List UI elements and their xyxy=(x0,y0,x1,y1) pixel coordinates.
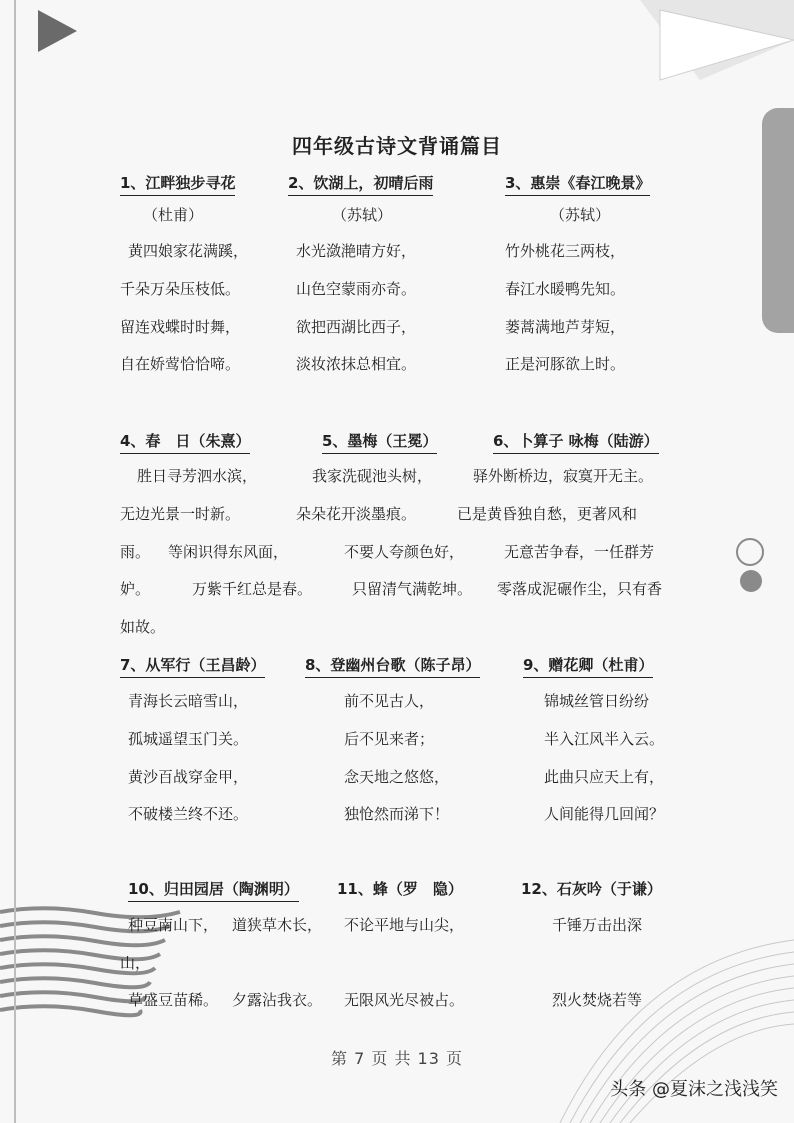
poem-line: 种豆南山下， xyxy=(128,916,219,934)
poem-line: 后不见来者； xyxy=(344,730,435,748)
poem-line: 零落成泥碾作尘，只有香 xyxy=(497,580,663,598)
poem-3-author: （苏轼） xyxy=(550,206,611,224)
poem-1-author: （杜甫） xyxy=(143,206,204,224)
play-triangle-icon xyxy=(38,10,77,52)
poem-line: 春江水暖鸭先知。 xyxy=(505,280,626,298)
poem-line: 自在娇莺恰恰啼。 xyxy=(120,355,241,373)
poem-4-heading: 4、春 日（朱熹） xyxy=(120,430,250,454)
page-number: 第 7 页 共 13 页 xyxy=(331,1049,463,1068)
poem-2-heading: 2、饮湖上，初晴后雨 xyxy=(288,172,433,196)
poem-line: 如故。 xyxy=(120,618,166,636)
poem-line: 前不见古人， xyxy=(344,692,435,710)
poem-7-heading: 7、从军行（王昌龄） xyxy=(120,654,265,678)
poem-5-heading: 5、墨梅（王冕） xyxy=(322,430,437,454)
poem-line: 竹外桃花三两枝， xyxy=(505,242,626,260)
poem-6-heading: 6、卜算子 咏梅（陆游） xyxy=(493,430,659,454)
poem-line: 水光潋滟晴方好， xyxy=(296,242,417,260)
poem-line: 无边光景一时新。 xyxy=(120,505,241,523)
poem-11-heading: 11、蜂（罗 隐） xyxy=(337,880,463,898)
poem-line: 黄沙百战穿金甲， xyxy=(128,768,249,786)
poem-line: 胜日寻芳泗水滨， xyxy=(137,467,258,485)
poem-line: 锦城丝管日纷纷 xyxy=(544,692,650,710)
poem-line: 不要人夸颜色好， xyxy=(344,543,465,561)
poem-line: 烈火焚烧若等 xyxy=(552,991,643,1009)
ring-circle-icon xyxy=(736,538,764,566)
poem-1-heading: 1、江畔独步寻花 xyxy=(120,172,235,196)
poem-line: 欲把西湖比西子， xyxy=(296,318,417,336)
poem-line: 道狭草木长， xyxy=(232,916,323,934)
poem-line: 已是黄昏独自愁，更著风和 xyxy=(457,505,638,523)
poem-12-heading: 12、石灰吟（于谦） xyxy=(521,880,662,898)
poem-line: 孤城遥望玉门关。 xyxy=(128,730,249,748)
poem-line: 半入江风半入云。 xyxy=(544,730,665,748)
poem-line: 万紫千红总是春。 xyxy=(192,580,313,598)
poem-2-author: （苏轼） xyxy=(332,206,393,224)
watermark-text: 头条 @夏沫之浅浅笑 xyxy=(610,1079,778,1100)
poem-line: 驿外断桥边，寂寞开无主。 xyxy=(473,467,654,485)
poem-8-heading: 8、登幽州台歌（陈子昂） xyxy=(305,654,480,678)
poem-line: 不破楼兰终不还。 xyxy=(128,805,249,823)
poem-line: 留连戏蝶时时舞， xyxy=(120,318,241,336)
poem-line: 草盛豆苗稀。 xyxy=(128,991,219,1009)
dot-circle-icon xyxy=(740,570,762,592)
poem-line: 正是河豚欲上时。 xyxy=(505,355,626,373)
poem-line: 山， xyxy=(120,954,151,972)
poem-line: 无意苦争春，一任群芳 xyxy=(504,543,655,561)
poem-line: 不论平地与山尖， xyxy=(344,916,465,934)
poem-line: 独怆然而涕下！ xyxy=(344,805,450,823)
left-margin-line xyxy=(14,0,16,1123)
poem-10-heading: 10、归田园居（陶渊明） xyxy=(128,878,299,902)
poem-line: 此曲只应天上有， xyxy=(544,768,665,786)
poem-line: 夕露沾我衣。 xyxy=(232,991,323,1009)
poem-line: 妒。 xyxy=(120,580,151,598)
poem-line: 蒌蒿满地芦芽短， xyxy=(505,318,626,336)
page-title: 四年级古诗文背诵篇目 xyxy=(292,134,502,158)
poem-line: 千朵万朵压枝低。 xyxy=(120,280,241,298)
poem-line: 淡妆浓抹总相宜。 xyxy=(296,355,417,373)
poem-line: 只留清气满乾坤。 xyxy=(352,580,473,598)
poem-line: 朵朵花开淡墨痕。 xyxy=(296,505,417,523)
poem-line: 山色空蒙雨亦奇。 xyxy=(296,280,417,298)
poem-line: 念天地之悠悠， xyxy=(344,768,450,786)
poem-line: 我家洗砚池头树， xyxy=(312,467,433,485)
poem-line: 无限风光尽被占。 xyxy=(344,991,465,1009)
poem-line: 等闲识得东风面， xyxy=(168,543,289,561)
poem-line: 人间能得几回闻？ xyxy=(544,805,665,823)
poem-line: 黄四娘家花满蹊， xyxy=(128,242,249,260)
poem-3-heading: 3、惠崇《春江晚景》 xyxy=(505,172,650,196)
poem-line: 雨。 xyxy=(120,543,151,561)
poem-line: 千锤万击出深 xyxy=(552,916,643,934)
poem-line: 青海长云暗雪山， xyxy=(128,692,249,710)
poem-9-heading: 9、赠花卿（杜甫） xyxy=(523,654,653,678)
